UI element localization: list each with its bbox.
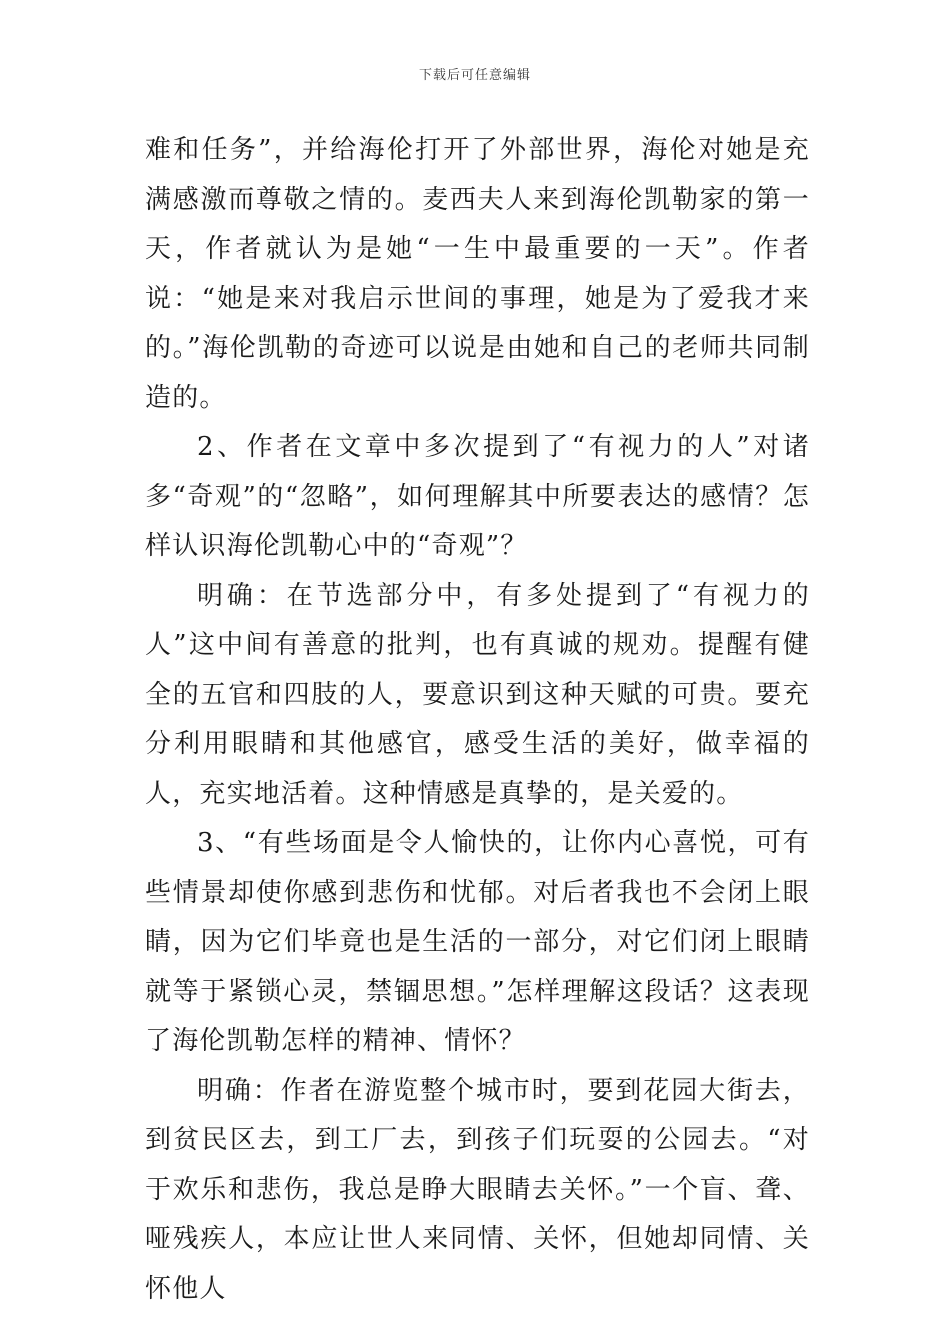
paragraph-continuation: 难和任务”，并给海伦打开了外部世界，海伦对她是充满感激而尊敬之情的。麦西夫人来到海伦凯勒家的第一天，作者就认为是她“一生中最重要的一天”。作者说：“她是来对我启示世间的事理，她是为了爱我才来的。”海伦凯勒的奇迹可以说是由她和自己的老师共同制造的。 [145, 135, 810, 413]
paragraph-question-2: 2、作者在文章中多次提到了“有视力的人”对诸多“奇观”的“忽略”，如何理解其中所要表达的感情？怎样认识海伦凯勒心中的“奇观”？ [145, 432, 810, 561]
paragraph-question-3: 3、“有些场面是令人愉快的，让你内心喜悦，可有些情景却使你感到悲伤和忧郁。对后者我也不会闭上眼睛，因为它们毕竟也是生活的一部分，对它们闭上眼睛就等于紧锁心灵，禁锢思想。”怎样理解这段话？这表现了海伦凯勒怎样的精神、情怀？ [145, 828, 810, 1056]
paragraph-answer-2: 明确：在节选部分中，有多处提到了“有视力的人”这中间有善意的批判，也有真诚的规劝。提醒有健全的五官和四肢的人，要意识到这种天赋的可贵。要充分利用眼睛和其他感官，感受生活的美好，做幸福的人，充实地活着。这种情感是真挚的，是关爱的。 [145, 580, 810, 809]
page-header-note: 下载后可任意编辑 [418, 68, 531, 83]
document-body [145, 126, 810, 1314]
paragraph-answer-3: 明确：作者在游览整个城市时，要到花园大街去，到贫民区去，到工厂去，到孩子们玩耍的公园去。“对于欢乐和悲伤，我总是睁大眼睛去关怀。”一个盲、聋、哑残疾人，本应让世人来同情、关怀，但她却同情、关怀他人 [145, 1075, 810, 1304]
